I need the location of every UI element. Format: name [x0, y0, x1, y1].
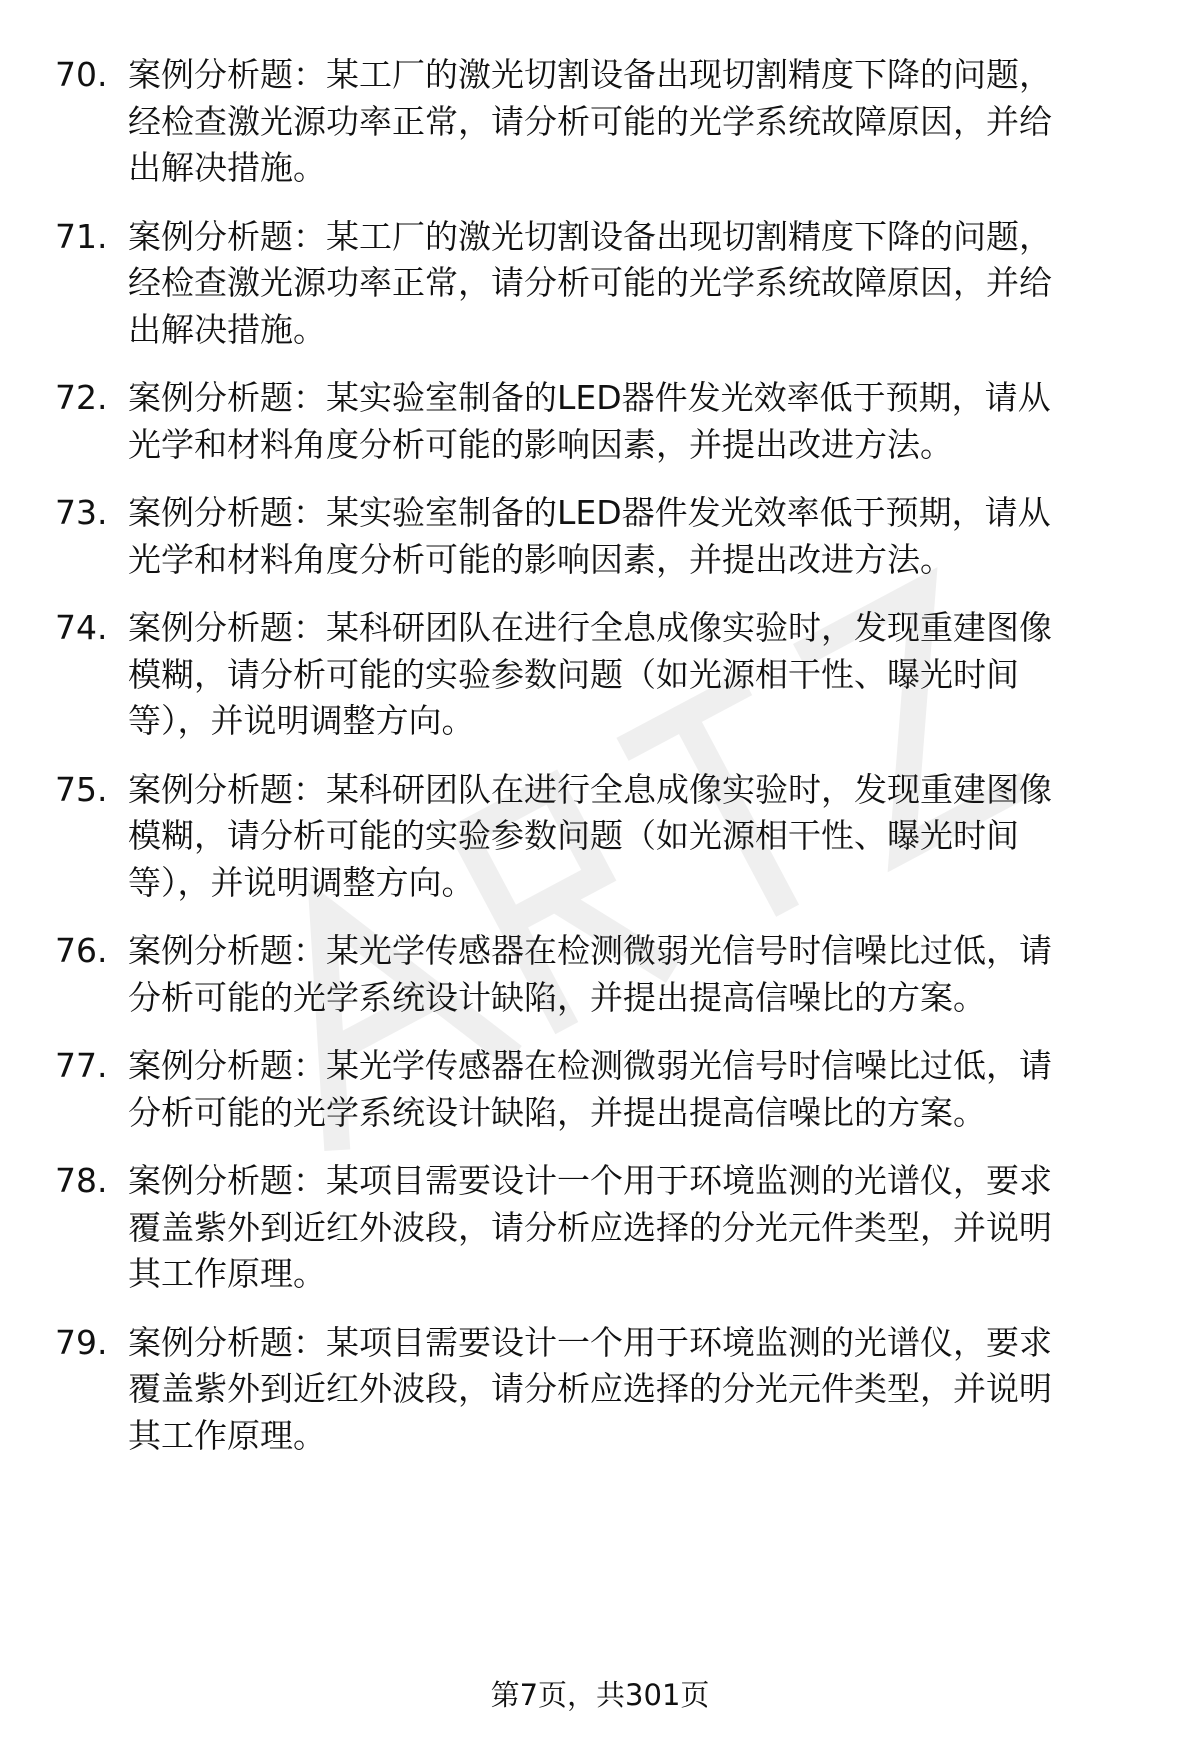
question-number: 75.	[55, 769, 108, 809]
question-line: 等），并说明调整方向。	[128, 862, 475, 902]
question-item	[55, 52, 1145, 192]
question-text	[128, 928, 1143, 1021]
question-list	[55, 52, 1145, 1481]
question-text	[128, 1043, 1143, 1136]
question-text	[128, 490, 1143, 583]
question-line: 案例分析题：某光学传感器在检测微弱光信号时信噪比过低，请	[128, 931, 1052, 970]
question-line: 案例分析题：某实验室制备的LED器件发光效率低于预期，请从	[128, 493, 1051, 532]
page-footer: 第7页，共301页	[490, 1678, 710, 1712]
question-text	[128, 52, 1143, 192]
question-line: 覆盖紫外到近红外波段，请分析应选择的分光元件类型，并说明	[128, 1369, 1052, 1408]
question-line: 覆盖紫外到近红外波段，请分析应选择的分光元件类型，并说明	[128, 1207, 1052, 1247]
question-line: 案例分析题：某科研团队在进行全息成像实验时，发现重建图像	[128, 769, 1052, 809]
question-number: 79.	[55, 1322, 108, 1362]
question-line: 模糊，请分析可能的实验参数问题（如光源相干性、曝光时间	[128, 654, 1019, 694]
question-line: 案例分析题：某科研团队在进行全息成像实验时，发现重建图像	[128, 608, 1052, 647]
question-text	[128, 375, 1143, 468]
question-number: 76.	[55, 931, 108, 970]
question-number: 72.	[55, 378, 108, 417]
question-number: 71.	[55, 216, 108, 256]
question-item	[55, 490, 1145, 583]
question-line: 其工作原理。	[128, 1254, 326, 1293]
question-item	[55, 1158, 1145, 1298]
question-line: 等），并说明调整方向。	[128, 701, 475, 740]
question-line: 案例分析题：某实验室制备的LED器件发光效率低于预期，请从	[128, 378, 1051, 417]
question-item	[55, 928, 1145, 1021]
question-line: 案例分析题：某工厂的激光切割设备出现切割精度下降的问题，	[128, 55, 1052, 94]
question-text	[128, 605, 1143, 745]
question-line: 光学和材料角度分析可能的影响因素，并提出改进方法。	[128, 424, 953, 464]
question-number: 73.	[55, 493, 108, 532]
question-line: 经检查激光源功率正常，请分析可能的光学系统故障原因，并给	[128, 101, 1052, 141]
question-line: 模糊，请分析可能的实验参数问题（如光源相干性、曝光时间	[128, 816, 1019, 855]
question-number: 74.	[55, 608, 108, 647]
question-item	[55, 375, 1145, 468]
question-item	[55, 1043, 1145, 1136]
question-number: 70.	[55, 55, 108, 94]
question-line: 分析可能的光学系统设计缺陷，并提出提高信噪比的方案。	[128, 1092, 986, 1132]
question-line: 光学和材料角度分析可能的影响因素，并提出改进方法。	[128, 539, 953, 579]
question-text	[128, 214, 1143, 354]
question-line: 出解决措施。	[128, 148, 326, 187]
question-text	[128, 1320, 1143, 1460]
question-number: 77.	[55, 1046, 108, 1085]
question-line: 出解决措施。	[128, 309, 326, 349]
question-text	[128, 1158, 1143, 1298]
question-line: 经检查激光源功率正常，请分析可能的光学系统故障原因，并给	[128, 263, 1052, 302]
question-line: 案例分析题：某项目需要设计一个用于环境监测的光谱仪，要求	[128, 1161, 1052, 1200]
question-item	[55, 605, 1145, 745]
question-line: 案例分析题：某项目需要设计一个用于环境监测的光谱仪，要求	[128, 1322, 1052, 1362]
question-line: 案例分析题：某工厂的激光切割设备出现切割精度下降的问题，	[128, 216, 1052, 256]
question-item	[55, 214, 1145, 354]
question-line: 其工作原理。	[128, 1415, 326, 1455]
question-line: 案例分析题：某光学传感器在检测微弱光信号时信噪比过低，请	[128, 1046, 1052, 1085]
question-line: 分析可能的光学系统设计缺陷，并提出提高信噪比的方案。	[128, 977, 986, 1017]
question-item	[55, 767, 1145, 907]
question-number: 78.	[55, 1161, 108, 1200]
question-text	[128, 767, 1143, 907]
question-item	[55, 1320, 1145, 1460]
